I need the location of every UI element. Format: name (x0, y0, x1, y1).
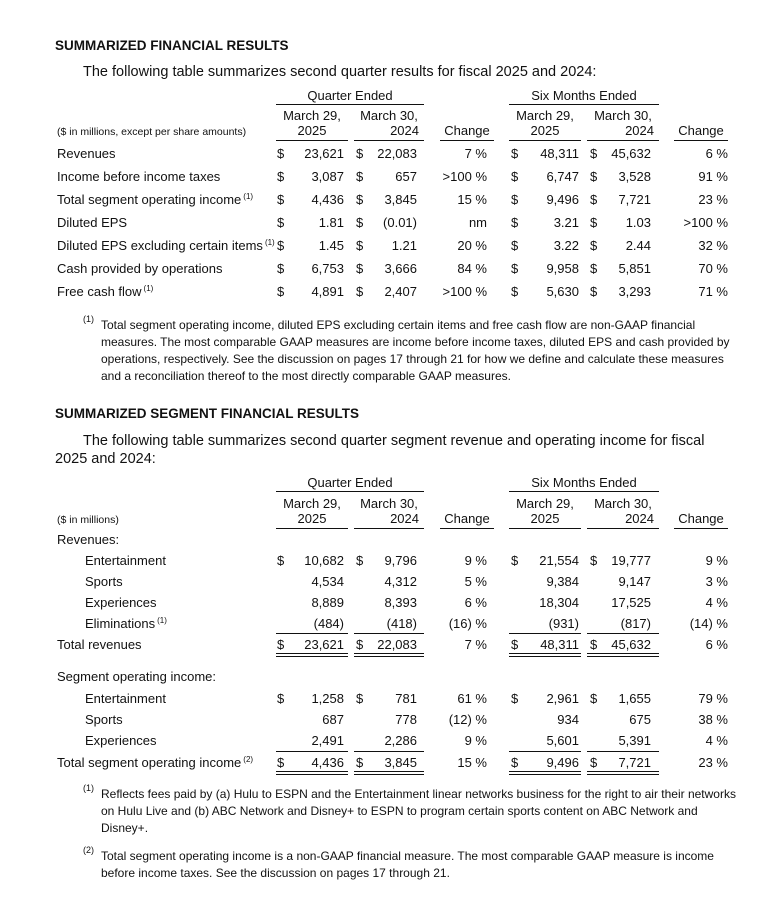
cell-s-2025: (931) (548, 616, 579, 631)
cell-s-change: 6 % (705, 146, 728, 161)
cell-dollar: $ (590, 238, 598, 253)
s2-header-rule (674, 528, 728, 529)
cell-q-change: 84 % (457, 261, 487, 276)
cell-s-2025: 5,601 (546, 733, 579, 748)
s2-q-date2-line1: March 30, (360, 496, 418, 511)
cell-s-2024: 45,632 (611, 146, 651, 161)
row-label-text: Revenues (57, 146, 116, 161)
cell-s-change: 6 % (705, 637, 728, 652)
cell-dollar: $ (356, 755, 364, 770)
cell-dollar: $ (277, 192, 285, 207)
s1-group-six-rule (509, 104, 659, 105)
s2-total-double-rule (276, 653, 348, 657)
cell-q-2025: 1.45 (318, 238, 344, 253)
cell-q-2025: 23,621 (304, 637, 344, 652)
s2-total-double-rule (587, 653, 659, 657)
cell-s-2024: 7,721 (618, 192, 651, 207)
cell-s-change: 38 % (698, 712, 728, 727)
cell-dollar: $ (511, 146, 519, 161)
cell-q-change: 5 % (464, 574, 487, 589)
cell-q-2025: 4,891 (311, 284, 344, 299)
cell-q-change: (12) % (448, 712, 487, 727)
cell-s-2024: 5,391 (618, 733, 651, 748)
cell-s-2024: 9,147 (618, 574, 651, 589)
cell-dollar: $ (590, 284, 598, 299)
cell-q-2024: 3,666 (384, 261, 417, 276)
s1-group-quarter-rule (276, 104, 424, 105)
s2-header-rule (440, 528, 494, 529)
cell-q-change: 9 % (464, 553, 487, 568)
cell-dollar: $ (356, 238, 364, 253)
cell-dollar: $ (356, 261, 364, 276)
row-label-text: Diluted EPS (57, 215, 128, 230)
s1-header-rule (674, 140, 728, 141)
row-label (57, 261, 225, 276)
cell-q-2024: 22,083 (377, 637, 417, 652)
cell-dollar: $ (590, 215, 598, 230)
cell-s-2024: 3,528 (618, 169, 651, 184)
row-label-text: Diluted EPS excluding certain items (57, 238, 263, 253)
cell-dollar: $ (590, 169, 598, 184)
cell-dollar: $ (356, 169, 364, 184)
s2-subtotal-rule (587, 633, 659, 634)
row-label (85, 553, 168, 568)
s1-header-rule (440, 140, 494, 141)
section1-heading: SUMMARIZED FINANCIAL RESULTS (55, 38, 289, 53)
cell-dollar: $ (277, 553, 285, 568)
cell-s-change: >100 % (683, 215, 728, 230)
row-label-text: Total segment operating income (57, 192, 242, 207)
s2-footnote1: Reflects fees paid by (a) Hulu to ESPN and the Entertainment linear networks business for the right to air their networks on Hulu Live and (b) ABC Network and Disney+ to ESPN to program certain sports content on ABC Network and Disney+. (101, 787, 736, 835)
cell-s-change: 4 % (705, 733, 728, 748)
cell-dollar: $ (277, 284, 285, 299)
row-label-text: Total segment operating income (57, 755, 242, 770)
s2-total-double-rule (587, 771, 659, 775)
row-label-text: Eliminations (85, 616, 156, 631)
section2-intro-line2: 2025 and 2024: (55, 451, 156, 467)
cell-dollar: $ (356, 146, 364, 161)
cell-s-2025: 9,958 (546, 261, 579, 276)
cell-s-2025: 48,311 (540, 637, 579, 652)
s2-header-rule (509, 528, 581, 529)
cell-dollar: $ (356, 691, 364, 706)
cell-q-2025: 23,621 (304, 146, 344, 161)
cell-dollar: $ (356, 192, 364, 207)
s2-header-rule (276, 528, 348, 529)
s1-q-date1-line1: March 29, (283, 108, 341, 123)
cell-dollar: $ (277, 215, 285, 230)
cell-dollar: $ (590, 261, 598, 276)
cell-s-2025: 48,311 (540, 146, 579, 161)
section1-intro: The following table summarizes second quarter results for fiscal 2025 and 2024: (83, 64, 597, 80)
row-label (57, 169, 222, 184)
cell-q-2025: 2,491 (311, 733, 344, 748)
row-label (57, 755, 253, 770)
cell-s-2024: 17,525 (611, 595, 651, 610)
s1-header-rule (354, 140, 424, 141)
cell-q-2024: (418) (386, 616, 417, 631)
row-label-text: Income before income taxes (57, 169, 221, 184)
cell-q-change: 7 % (464, 146, 487, 161)
s2-total-double-rule (509, 653, 581, 657)
s2-header-rule (354, 528, 424, 529)
cell-dollar: $ (277, 169, 285, 184)
cell-q-change: 6 % (464, 595, 487, 610)
cell-s-change: 91 % (698, 169, 728, 184)
cell-dollar: $ (511, 637, 519, 652)
s2-total-double-rule (354, 653, 424, 657)
footnote-reference: (2) (243, 755, 254, 764)
row-label-text: Total revenues (57, 637, 142, 652)
cell-q-2025: 4,436 (311, 755, 344, 770)
cell-q-2025: 3,087 (311, 169, 344, 184)
cell-dollar: $ (590, 146, 598, 161)
cell-dollar: $ (511, 284, 519, 299)
cell-s-change: 71 % (698, 284, 728, 299)
cell-s-2024: 1.03 (625, 215, 651, 230)
row-label (57, 146, 118, 161)
footnote-reference: (1) (264, 238, 275, 247)
s1-q-date2-line2: 2024 (390, 123, 419, 138)
s2-s-date2-line1: March 30, (594, 496, 652, 511)
cell-s-change: 23 % (698, 755, 728, 770)
s2-s-date1-line1: March 29, (516, 496, 574, 511)
cell-s-2025: 18,304 (539, 595, 579, 610)
s1-s-date2-line2: 2024 (625, 123, 654, 138)
cell-s-change: (14) % (689, 616, 728, 631)
cell-dollar: $ (590, 755, 598, 770)
s2-header-rule (587, 528, 659, 529)
cell-q-2025: 4,534 (311, 574, 344, 589)
cell-q-change: nm (468, 215, 487, 230)
cell-q-change: 9 % (464, 733, 487, 748)
cell-s-2025: 6,747 (546, 169, 579, 184)
cell-s-2024: 45,632 (611, 637, 651, 652)
cell-dollar: $ (590, 637, 598, 652)
cell-dollar: $ (356, 637, 364, 652)
cell-s-2025: 9,496 (546, 192, 579, 207)
cell-s-change: 3 % (705, 574, 728, 589)
section2-heading: SUMMARIZED SEGMENT FINANCIAL RESULTS (55, 406, 360, 421)
row-label-text: Free cash flow (57, 284, 142, 299)
cell-dollar: $ (511, 691, 519, 706)
s1-group-six: Six Months Ended (531, 88, 637, 103)
section2-intro-line1: The following table summarizes second quarter segment revenue and operating income for fiscal (83, 433, 705, 449)
s1-header-rule (587, 140, 659, 141)
s2-s-date2-line2: 2024 (625, 511, 654, 526)
s2-footnote2: Total segment operating income is a non-GAAP financial measure. The most comparable GAAP measure is income before income taxes. See the discussion on pages 17 through 21. (101, 849, 714, 880)
cell-dollar: $ (590, 192, 598, 207)
cell-q-change: 7 % (464, 637, 487, 652)
cell-q-change: (16) % (448, 616, 487, 631)
row-label (57, 192, 253, 207)
cell-q-2025: 1.81 (318, 215, 344, 230)
s2-subtotal-rule (354, 751, 424, 752)
cell-q-2024: 3,845 (384, 192, 417, 207)
s1-s-change: Change (678, 123, 724, 138)
cell-dollar: $ (356, 215, 364, 230)
s2-soi-label: Segment operating income: (57, 669, 216, 684)
s2-group-quarter-rule (276, 491, 424, 492)
row-label (85, 595, 159, 610)
row-label (57, 637, 144, 652)
row-label (85, 733, 159, 748)
s1-header-rule (509, 140, 581, 141)
cell-q-2024: 2,407 (384, 284, 417, 299)
s2-unit-label: ($ in millions) (57, 514, 119, 526)
cell-dollar: $ (511, 553, 519, 568)
cell-q-2024: 8,393 (384, 595, 417, 610)
s2-subtotal-rule (509, 633, 581, 634)
s2-s-change: Change (678, 511, 724, 526)
cell-q-change: 15 % (457, 755, 487, 770)
s2-q-date2-line2: 2024 (390, 511, 419, 526)
row-label (57, 215, 129, 230)
cell-s-2025: 9,496 (546, 755, 579, 770)
cell-q-change: >100 % (442, 169, 487, 184)
s1-s-date1-line2: 2025 (530, 123, 560, 138)
cell-dollar: $ (511, 215, 519, 230)
s1-q-date1-line2: 2025 (297, 123, 327, 138)
s1-s-date2-line1: March 30, (594, 108, 652, 123)
footnote-reference: (1) (143, 284, 154, 293)
cell-dollar: $ (511, 192, 519, 207)
cell-s-2024: 675 (629, 712, 651, 727)
cell-q-2025: 6,753 (311, 261, 344, 276)
cell-dollar: $ (511, 169, 519, 184)
footnote-reference: (1) (243, 192, 254, 201)
cell-q-2025: (484) (313, 616, 344, 631)
cell-s-2025: 2,961 (546, 691, 579, 706)
cell-q-2025: 687 (322, 712, 344, 727)
cell-q-2024: 1.21 (391, 238, 417, 253)
s1-group-quarter: Quarter Ended (307, 88, 393, 103)
cell-dollar: $ (356, 553, 364, 568)
s2-subtotal-rule (276, 633, 348, 634)
footnote-reference: (1) (157, 616, 167, 625)
cell-dollar: $ (277, 755, 285, 770)
s2-subtotal-rule (587, 751, 659, 752)
s2-subtotal-rule (354, 633, 424, 634)
row-label (85, 691, 168, 706)
cell-dollar: $ (277, 261, 285, 276)
cell-s-2024: 1,655 (618, 691, 651, 706)
s1-footnote: Total segment operating income, diluted EPS excluding certain items and free cash flow are non-GAAP financial measures. The most comparable GAAP measures are income before income taxes, diluted EPS and cash provided by operations, respectively. See the discussion on pages 17 through 21 for how we define and calculate these measures and a reconciliation thereof to the most directly comparable GAAP measures. (101, 318, 730, 383)
cell-q-2024: 2,286 (384, 733, 417, 748)
cell-dollar: $ (511, 755, 519, 770)
row-label-text: Sports (85, 574, 123, 589)
cell-s-change: 4 % (705, 595, 728, 610)
cell-s-2025: 934 (557, 712, 579, 727)
cell-dollar: $ (590, 691, 598, 706)
cell-s-2025: 3.21 (553, 215, 579, 230)
s1-unit-label: ($ in millions, except per share amounts) (57, 126, 247, 138)
cell-q-2025: 8,889 (311, 595, 344, 610)
cell-q-2024: 778 (395, 712, 417, 727)
row-label-text: Experiences (85, 595, 157, 610)
s2-subtotal-rule (276, 751, 348, 752)
cell-s-2024: 19,777 (611, 553, 651, 568)
cell-q-2025: 1,258 (311, 691, 344, 706)
s2-q-date1-line1: March 29, (283, 496, 341, 511)
cell-s-change: 23 % (698, 192, 728, 207)
cell-q-2024: 781 (395, 691, 417, 706)
cell-q-2024: 3,845 (384, 755, 417, 770)
row-label (57, 284, 153, 299)
s2-footnote2-mark: (2) (83, 845, 94, 855)
cell-dollar: $ (590, 553, 598, 568)
cell-s-change: 32 % (698, 238, 728, 253)
cell-s-2024: 3,293 (618, 284, 651, 299)
s2-revenues-label: Revenues: (57, 532, 120, 547)
s1-header-rule (276, 140, 348, 141)
cell-q-2024: (0.01) (383, 215, 417, 230)
s1-footnote-mark: (1) (83, 314, 94, 324)
cell-dollar: $ (511, 261, 519, 276)
cell-q-2024: 22,083 (377, 146, 417, 161)
cell-s-2024: 2.44 (625, 238, 651, 253)
cell-s-2024: (817) (620, 616, 651, 631)
s2-group-quarter: Quarter Ended (307, 475, 393, 490)
row-label (85, 616, 167, 631)
row-label-text: Sports (85, 712, 123, 727)
row-label (57, 238, 275, 253)
cell-s-2025: 21,554 (539, 553, 579, 568)
s1-s-date1-line1: March 29, (516, 108, 574, 123)
cell-s-change: 70 % (698, 261, 728, 276)
s1-q-change: Change (444, 123, 490, 138)
row-label (85, 574, 125, 589)
s2-total-double-rule (276, 771, 348, 775)
cell-q-change: 20 % (457, 238, 487, 253)
s2-group-six: Six Months Ended (531, 475, 637, 490)
cell-dollar: $ (356, 284, 364, 299)
s2-footnote1-mark: (1) (83, 783, 94, 793)
cell-s-2025: 3.22 (553, 238, 579, 253)
cell-s-change: 9 % (705, 553, 728, 568)
s2-subtotal-rule (509, 751, 581, 752)
cell-s-2025: 5,630 (546, 284, 579, 299)
cell-q-2025: 4,436 (311, 192, 344, 207)
cell-s-2025: 9,384 (546, 574, 579, 589)
row-label-text: Cash provided by operations (57, 261, 223, 276)
s2-q-change: Change (444, 511, 490, 526)
cell-q-2024: 4,312 (384, 574, 417, 589)
cell-dollar: $ (277, 238, 285, 253)
cell-s-2024: 5,851 (618, 261, 651, 276)
cell-q-change: 15 % (457, 192, 487, 207)
s2-total-double-rule (509, 771, 581, 775)
s1-q-date2-line1: March 30, (360, 108, 418, 123)
cell-s-change: 79 % (698, 691, 728, 706)
cell-s-2024: 7,721 (618, 755, 651, 770)
s2-total-double-rule (354, 771, 424, 775)
cell-q-2024: 9,796 (384, 553, 417, 568)
s2-group-six-rule (509, 491, 659, 492)
s2-s-date1-line2: 2025 (530, 511, 560, 526)
cell-q-2024: 657 (395, 169, 417, 184)
cell-dollar: $ (277, 637, 285, 652)
row-label-text: Entertainment (85, 553, 166, 568)
row-label-text: Entertainment (85, 691, 166, 706)
cell-dollar: $ (277, 146, 285, 161)
row-label (85, 712, 125, 727)
row-label-text: Experiences (85, 733, 157, 748)
cell-q-change: >100 % (442, 284, 487, 299)
s2-q-date1-line2: 2025 (297, 511, 327, 526)
cell-dollar: $ (277, 691, 285, 706)
cell-q-change: 61 % (457, 691, 487, 706)
cell-dollar: $ (511, 238, 519, 253)
cell-q-2025: 10,682 (304, 553, 344, 568)
